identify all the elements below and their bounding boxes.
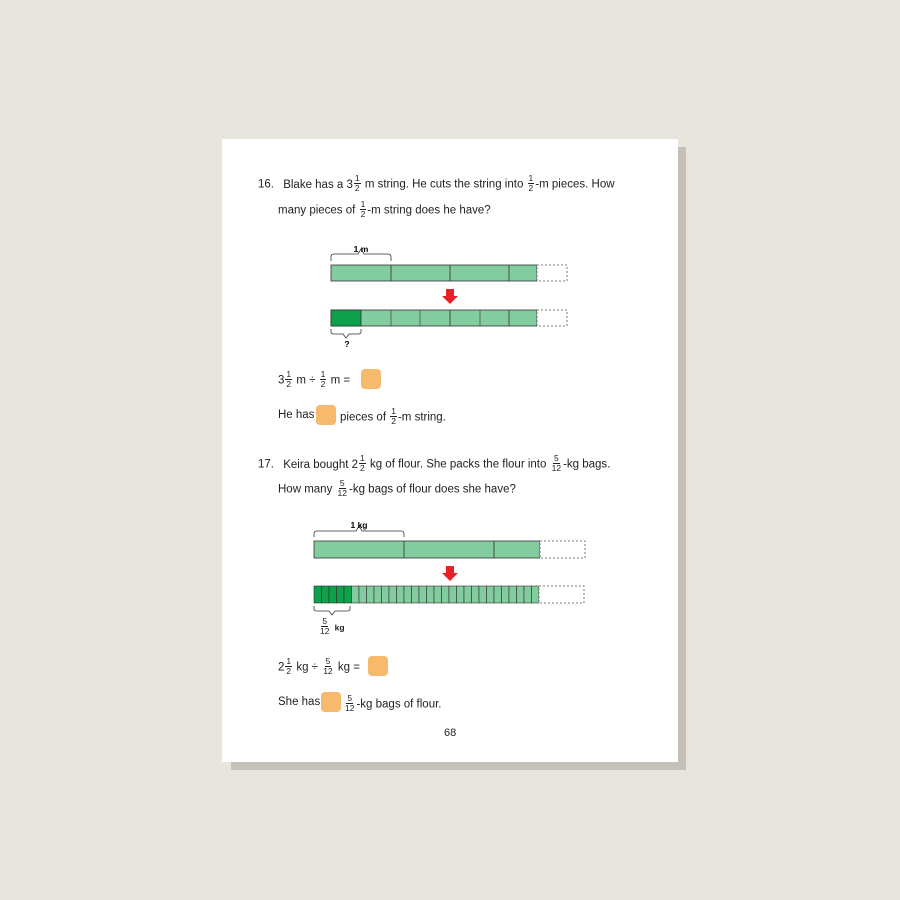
q17-answer-line-rest: $\frac{5}{12}$ -kg bags of flour. — [345, 693, 442, 713]
bar-piece — [509, 586, 517, 603]
bar-remainder — [540, 541, 585, 558]
bar-piece — [404, 586, 412, 603]
bar-piece — [517, 586, 525, 603]
down-arrow-icon — [442, 566, 458, 581]
bar-piece — [359, 586, 367, 603]
bar-piece — [382, 586, 390, 603]
bar-piece — [412, 586, 420, 603]
answer-box[interactable] — [368, 656, 388, 676]
bar-piece — [479, 586, 487, 603]
fraction: $\frac{1}{2}$ — [360, 199, 366, 219]
fraction: $\frac{1}{2}$ — [360, 453, 365, 473]
bar-piece — [374, 586, 382, 603]
fraction: $\frac{5}{12}$ — [320, 616, 330, 636]
bar-piece-highlight — [329, 586, 337, 603]
bar-piece — [464, 586, 472, 603]
bar-piece-highlight — [314, 586, 322, 603]
q17-answer-line: She has — [278, 696, 321, 708]
bar-piece-highlight — [322, 586, 330, 603]
page-number: 68 — [444, 727, 457, 739]
bar-piece — [487, 586, 495, 603]
bar-piece — [472, 586, 480, 603]
q16-answer-line: He has — [278, 409, 315, 421]
worksheet-page — [222, 139, 678, 762]
bar-piece-highlight — [337, 586, 345, 603]
bar-piece — [442, 586, 450, 603]
q16-answer-line-rest: pieces of $\frac{1}{2}$ -m string. — [340, 406, 446, 426]
bar-piece — [389, 586, 397, 603]
bar-piece — [494, 586, 502, 603]
q16-line-1: 16. Blake has a 3 $\frac{1}{2}$ m string. He cuts the string into $\frac{1}{2}$ -m pieces. How — [258, 173, 615, 193]
bar-piece-highlight — [344, 586, 352, 603]
fraction: $\frac{5}{12}$ — [323, 656, 333, 676]
fraction: $\frac{5}{12}$ — [345, 693, 355, 713]
bar-piece — [532, 586, 540, 603]
diagram-label-top: 1 m — [353, 244, 369, 254]
fraction: $\frac{1}{2}$ — [286, 369, 292, 389]
fraction: $\frac{5}{12}$ — [337, 478, 347, 498]
q16-line-2: many pieces of $\frac{1}{2}$ -m string does he have? — [278, 199, 491, 219]
q17-diagram-label-bottom: $\frac{5}{12}$ kg — [320, 616, 345, 636]
answer-box[interactable] — [321, 692, 341, 712]
bar-piece — [449, 586, 457, 603]
brace — [314, 606, 350, 615]
bar-piece — [524, 586, 532, 603]
diagram-label-top: 1 kg — [350, 520, 368, 530]
bar-bottom — [314, 586, 584, 603]
fraction: $\frac{1}{2}$ — [320, 369, 326, 389]
bar-piece — [434, 586, 442, 603]
q16-number: 16. — [258, 178, 274, 191]
bar-piece — [427, 586, 435, 603]
q17-number: 17. — [258, 458, 274, 471]
diagram-label-bottom: ? — [344, 339, 350, 349]
bar-remainder — [539, 586, 584, 603]
bar-piece — [367, 586, 375, 603]
bar-piece — [419, 586, 427, 603]
bar-top — [314, 541, 540, 558]
q17-line-1: 17. Keira bought 2 $\frac{1}{2}$ kg of flour. She packs the flour into $\frac{5}{12}$ -kg bags. — [258, 453, 611, 473]
bar-piece — [397, 586, 405, 603]
fraction: $\frac{1}{2}$ — [391, 406, 396, 426]
q17-equation: 2 $\frac{1}{2}$ kg ÷ $\frac{5}{12}$ kg = — [278, 656, 360, 676]
fraction: $\frac{1}{2}$ — [354, 173, 360, 193]
fraction: $\frac{1}{2}$ — [286, 656, 292, 676]
fraction: $\frac{5}{12}$ — [551, 453, 562, 473]
bar-piece — [457, 586, 465, 603]
q17-line-2: How many $\frac{5}{12}$ -kg bags of flour does she have? — [278, 478, 516, 498]
bar-piece — [352, 586, 360, 603]
q16-equation: 3 $\frac{1}{2}$ m ÷ $\frac{1}{2}$ m = — [278, 369, 351, 389]
bar-piece — [502, 586, 510, 603]
fraction: $\frac{1}{2}$ — [528, 173, 534, 193]
